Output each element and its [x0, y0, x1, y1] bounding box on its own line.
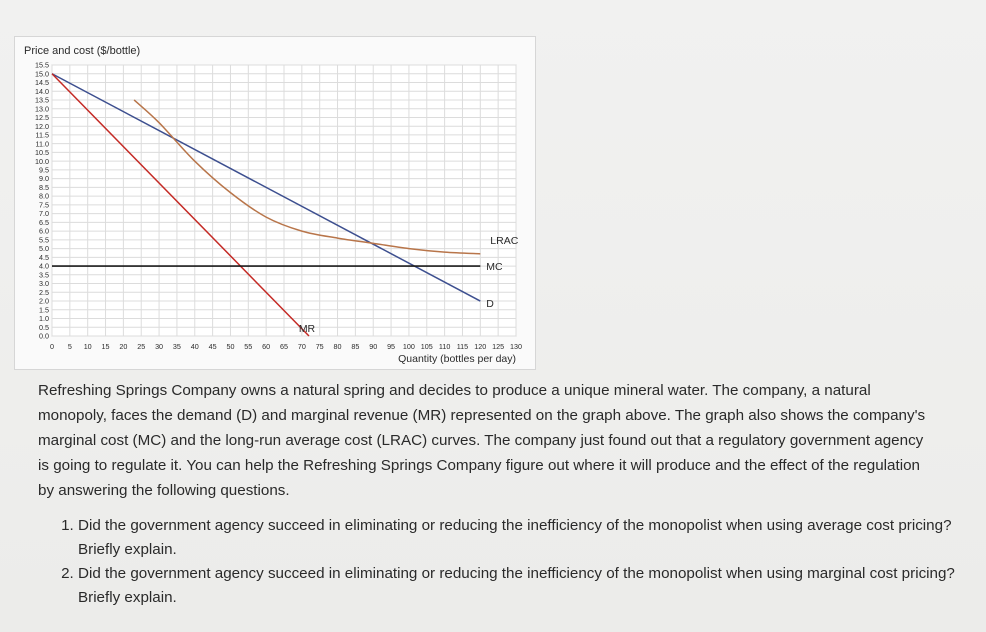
y-tick-label: 12.0: [35, 121, 49, 131]
chart-container: [14, 36, 536, 370]
y-tick-label: 3.0: [39, 279, 49, 289]
x-tick-label: 50: [226, 342, 235, 351]
x-tick-label: 130: [510, 342, 522, 351]
y-tick-label: 2.5: [39, 287, 49, 297]
y-tick-label: 13.0: [35, 104, 49, 114]
x-tick-label: 95: [387, 342, 396, 351]
x-tick-label: 70: [297, 342, 306, 351]
y-tick-label: 10.0: [35, 156, 49, 166]
y-tick-label: 0.5: [39, 322, 49, 332]
y-tick-label: 0.0: [39, 331, 49, 341]
y-tick-label: 2.0: [39, 296, 49, 306]
monopoly-chart: [15, 37, 535, 369]
x-tick-label: 55: [244, 342, 253, 351]
x-tick-label: 120: [474, 342, 487, 351]
series-label-mr: MR: [298, 323, 316, 335]
x-tick-label: 105: [420, 342, 433, 351]
series-label-mc: MC: [486, 261, 503, 274]
x-axis-title: Quantity (bottles per day): [398, 353, 516, 365]
y-tick-label: 1.0: [39, 314, 49, 324]
x-tick-label: 85: [351, 342, 360, 351]
y-tick-label: 5.5: [39, 235, 49, 245]
y-tick-label: 12.5: [35, 113, 49, 123]
y-tick-label: 11.5: [35, 130, 49, 140]
y-tick-label: 8.5: [39, 182, 49, 192]
scenario-paragraph: Refreshing Springs Company owns a natural spring and decides to produce a unique mineral water. The company, a natural monopoly, faces the demand (D) and marginal revenue (MR) represented on the graph above. The graph also shows the company's marginal cost (MC) and the long-run average cost (LRAC) curves. The company just found out that a regulatory government agency is going to regulate it. You can help the Refreshing Springs Company figure out where it will produce and the effect of the regulation by answering the following questions.: [38, 382, 926, 499]
y-tick-label: 4.0: [39, 261, 49, 271]
y-tick-label: 7.0: [39, 209, 49, 219]
y-tick-label: 15.0: [35, 69, 49, 79]
y-tick-label: 8.0: [39, 191, 49, 201]
x-tick-label: 25: [137, 342, 146, 351]
x-tick-label: 45: [208, 342, 217, 351]
y-tick-label: 4.5: [39, 252, 49, 262]
y-axis-title: Price and cost ($/bottle): [24, 45, 141, 57]
y-tick-label: 11.0: [35, 139, 49, 149]
y-tick-label: 10.5: [35, 148, 49, 158]
question-list: [56, 514, 978, 610]
y-tick-label: 15.5: [35, 60, 49, 70]
y-tick-label: 6.0: [39, 226, 49, 236]
x-tick-label: 20: [119, 342, 128, 351]
x-tick-label: 75: [315, 342, 324, 351]
x-tick-label: 15: [101, 342, 110, 351]
x-tick-label: 125: [492, 342, 505, 351]
x-tick-label: 60: [262, 342, 271, 351]
x-tick-label: 80: [333, 342, 342, 351]
y-tick-label: 5.0: [39, 244, 49, 254]
series-label-lrac: LRAC: [490, 234, 519, 247]
x-tick-label: 10: [83, 342, 92, 351]
question-2: 2. Did the government agency succeed in eliminating or reducing the inefficiency of the monopolist when using marginal cost pricing? Briefly explain.: [78, 562, 978, 610]
question-1: 1. Did the government agency succeed in eliminating or reducing the inefficiency of the monopolist when using average cost pricing? Briefly explain.: [78, 514, 978, 562]
series-label-d: D: [486, 298, 494, 311]
grid: [52, 65, 519, 336]
y-tick-label: 14.0: [35, 86, 49, 96]
x-tick-label: 5: [67, 342, 72, 351]
x-tick-label: 0: [50, 342, 54, 351]
y-tick-label: 7.5: [39, 200, 49, 210]
y-tick-label: 14.5: [35, 78, 49, 88]
x-tick-label: 35: [172, 342, 181, 351]
y-tick-label: 9.5: [39, 165, 49, 175]
x-tick-label: 90: [369, 342, 378, 351]
y-tick-label: 1.5: [39, 305, 49, 315]
x-tick-label: 30: [155, 342, 164, 351]
x-tick-label: 115: [456, 342, 469, 351]
x-tick-label: 100: [402, 342, 415, 351]
y-tick-label: 13.5: [35, 95, 49, 105]
x-tick-label: 110: [438, 342, 451, 351]
x-tick-label: 40: [190, 342, 199, 351]
y-tick-label: 3.5: [39, 270, 49, 280]
x-tick-label: 65: [280, 342, 288, 351]
y-tick-label: 6.5: [39, 217, 49, 227]
y-tick-label: 9.0: [39, 174, 49, 184]
